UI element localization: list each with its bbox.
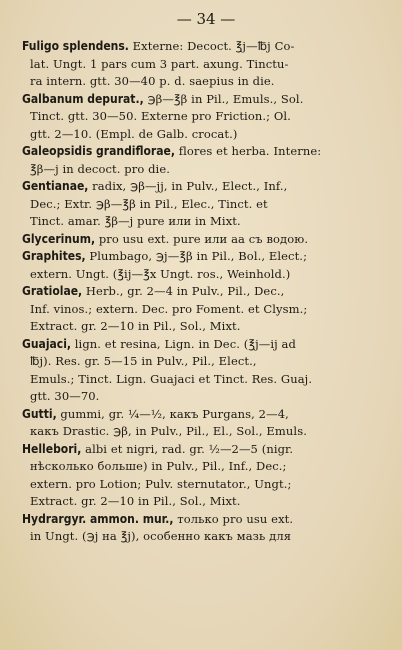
entry: [22, 91, 390, 144]
entry-text: extern. pro Lotion; Pulv. sternutator., Ungt.;: [30, 476, 292, 491]
entry-line: [22, 213, 390, 231]
entry-first-line: [22, 91, 390, 109]
entry-text: lat. Ungt. 1 pars cum 3 part. axung. Tinctu-: [30, 56, 289, 71]
entry-heading: Galeopsidis grandiflorae,: [22, 144, 175, 158]
entry-heading: Fuligo splendens.: [22, 39, 129, 53]
entry-text: Inf. vinos.; extern. Dec. pro Foment. et Clysm.;: [30, 301, 308, 316]
entry-line: [22, 528, 390, 546]
entry-text: Externe: Decoct. ℥j—℔j Co-: [128, 39, 295, 53]
entry-line: [22, 371, 390, 389]
entry: [22, 511, 390, 546]
entry-first-line: [22, 406, 390, 424]
entry-line: [22, 388, 390, 406]
entry-line: [22, 266, 390, 284]
entry: [22, 441, 390, 511]
entry-text: extern. Ungt. (℥ij—℥x Ungt. ros., Weinhold.): [30, 266, 291, 281]
entry-line: [22, 353, 390, 371]
entry-first-line: [22, 248, 390, 266]
entry-text: ra intern. gtt. 30—40 p. d. saepius in die.: [30, 74, 275, 88]
entry-line: [22, 458, 390, 476]
entry-list: [22, 38, 390, 546]
entry-line: [22, 196, 390, 214]
entry-heading: Hellebori,: [22, 441, 82, 456]
entry-text: только pro usu ext.: [173, 511, 294, 526]
entry-first-line: [22, 143, 390, 161]
entry-first-line: [22, 336, 390, 354]
entry-text: ℈β—℥β in Pil., Emuls., Sol.: [143, 91, 304, 106]
entry-line: [22, 318, 390, 336]
entry-text: Extract. gr. 2—10 in Pil., Sol., Mixt.: [30, 319, 241, 333]
entry-line: [22, 161, 390, 179]
entry-first-line: [22, 38, 390, 56]
entry-text: Dec.; Extr. ℈β—℥β in Pil., Elec., Tinct. et: [30, 196, 268, 211]
entry-line: [22, 56, 390, 74]
entry-text: Extract. gr. 2—10 in Pil., Sol., Mixt.: [30, 494, 241, 508]
entry-first-line: [22, 511, 390, 529]
entry-heading: Graphites,: [22, 249, 86, 263]
entry-first-line: [22, 441, 390, 459]
entry: [22, 336, 390, 406]
entry-text: gummi, gr. ¼—½, какъ Purgans, 2—4,: [56, 406, 289, 421]
entry-text: pro usu ext. pure или aa съ водою.: [95, 231, 309, 246]
entry-line: [22, 108, 390, 126]
entry-text: albi et nigri, rad. gr. ½—2—5 (nigr.: [81, 441, 294, 456]
entry-line: [22, 493, 390, 511]
entry-text: gtt. 2—10. (Empl. de Galb. crocat.): [30, 126, 238, 141]
entry-line: [22, 423, 390, 441]
entry-text: gtt. 30—70.: [30, 389, 100, 403]
entry: [22, 231, 390, 249]
entry-line: [22, 301, 390, 319]
entry-text: Tinct. amar. ℥β—j pure или in Mixt.: [30, 214, 241, 228]
entry: [22, 406, 390, 441]
entry: [22, 143, 390, 178]
entry-text: Plumbago, ℈j—℥β in Pil., Bol., Elect.;: [85, 249, 308, 263]
entry-text: Herb., gr. 2—4 in Pulv., Pil., Dec.,: [82, 284, 285, 298]
entry-text: какъ Drastic. ℈β, in Pulv., Pil., El., Sol., Emuls.: [30, 424, 307, 438]
entry-text: ℔j). Res. gr. 5—15 in Pulv., Pil., Elect.,: [30, 354, 257, 368]
entry: [22, 38, 390, 91]
entry-first-line: [22, 283, 390, 301]
entry-line: [22, 476, 390, 494]
entry-heading: Hydrargyr. ammon. mur.,: [22, 511, 174, 526]
entry-heading: Galbanum depurat.,: [22, 91, 144, 106]
entry-heading: Gentianae,: [22, 179, 89, 193]
page-number: — 34 —: [176, 10, 236, 28]
entry-heading: Guajaci,: [22, 336, 72, 351]
entry-text: radix, ℈β—jj, in Pulv., Elect., Inf.,: [88, 179, 288, 193]
entry-line: [22, 126, 390, 144]
entry: [22, 248, 390, 283]
entry: [22, 178, 390, 231]
entry-first-line: [22, 231, 390, 249]
entry: [22, 283, 390, 336]
entry-heading: Gutti,: [22, 406, 57, 421]
entry-text: in Ungt. (℈j на ℥j), особенно какъ мазь для: [30, 529, 292, 543]
entry-text: flores et herba. Interne:: [174, 144, 322, 158]
entry-line: [22, 73, 390, 91]
entry-text: ℥β—j in decoct. pro die.: [30, 161, 170, 176]
entry-heading: Glycerinum,: [22, 231, 96, 246]
entry-text: нѣсколько больше) in Pulv., Pil., Inf., Dec.;: [30, 459, 287, 473]
entry-heading: Gratiolae,: [22, 284, 83, 298]
entry-text: Emuls.; Tinct. Lign. Guajaci et Tinct. Res. Guaj.: [30, 371, 313, 386]
entry-text: lign. et resina, Lign. in Dec. (℥j—ij ad: [71, 336, 296, 351]
entry-text: Tinct. gtt. 30—50. Externe pro Friction.; Ol.: [30, 109, 291, 123]
entry-first-line: [22, 178, 390, 196]
